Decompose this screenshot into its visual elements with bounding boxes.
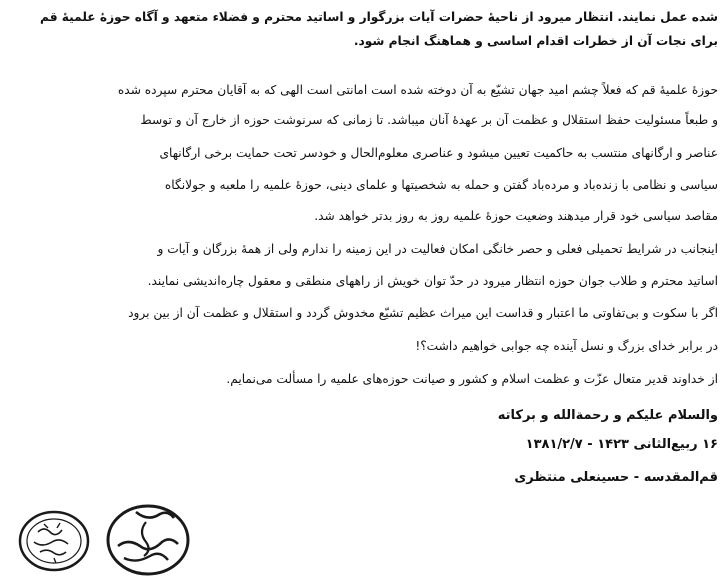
letter-line: شده عمل نمایند. انتظار میرود از ناحیهٔ حضرات آیات بزرگوار و اساتید محترم و فضلاء متعهد و آگاه حوزهٔ علمیهٔ قم	[40, 10, 718, 24]
handwritten-signature-icon	[96, 500, 196, 580]
letter-line: در برابر خدای بزرگ و نسل آینده چه جوابی خواهیم داشت؟!	[415, 339, 718, 353]
letter-line: اگر با سکوت و بی‌تفاوتی ما اعتبار و قداست این میراث عظیم تشیّع مخدوش گردد و استقلال و عظمت آن از بین برود	[128, 306, 718, 320]
closing-text: والسلام علیکم و رحمة‌الله و برکاته	[497, 408, 718, 423]
letter-line: اساتید محترم و طلاب جوان حوزه انتظار میرود در حدّ توان خویش از راههای منطقی و معقول چاره‌اندیشی نمایند.	[147, 274, 718, 288]
letter-line: مقاصد سیاسی خود قرار میدهند وضعیت حوزهٔ علمیه روز به روز بدتر خواهد شد.	[314, 209, 718, 223]
seal-stamp-icon	[14, 508, 94, 574]
author-name: قم‌المقدسه - حسینعلی منتظری	[514, 470, 718, 485]
letter-date: ۱۶ ربیع‌الثانی ۱۴۲۳ - ۱۳۸۱/۲/۷	[525, 437, 718, 452]
letter-line: و طبعاً مسئولیت حفظ استقلال و عظمت آن بر عهدهٔ آنان میباشد. تا زمانی که سرنوشت حوزه از خارج آن و توسط	[140, 113, 718, 127]
letter-line: از خداوند قدیر متعال عزّت و عظمت اسلام و کشور و صیانت حوزه‌های علمیه را مسألت می‌نمایم.	[226, 372, 718, 386]
letter-line: عناصر و ارگانهای منتسب به حاکمیت تعیین میشود و عناصری معلوم‌الحال و خودسر تحت حمایت برخی ارگانهای	[159, 146, 718, 160]
letter-line: اینجانب در شرایط تحمیلی فعلی و حصر خانگی امکان فعالیت در این زمینه را ندارم ولی از همهٔ بزرگان و آیات و	[157, 242, 718, 256]
letter-line: حوزهٔ علمیهٔ قم که فعلاً چشم امید جهان تشیّع به آن دوخته شده است امانتی است الهی که به آقایان محترم سپرده شده	[117, 83, 718, 97]
letter-line: برای نجات آن از خطرات اقدام اساسی و هماهنگ انجام شود.	[353, 34, 718, 48]
letter-line: سیاسی و نظامی با زنده‌باد و مرده‌باد گفتن و حمله به شخصیتها و علمای دینی، حوزهٔ علمیه را ملعبه و جولانگاه	[164, 178, 718, 192]
